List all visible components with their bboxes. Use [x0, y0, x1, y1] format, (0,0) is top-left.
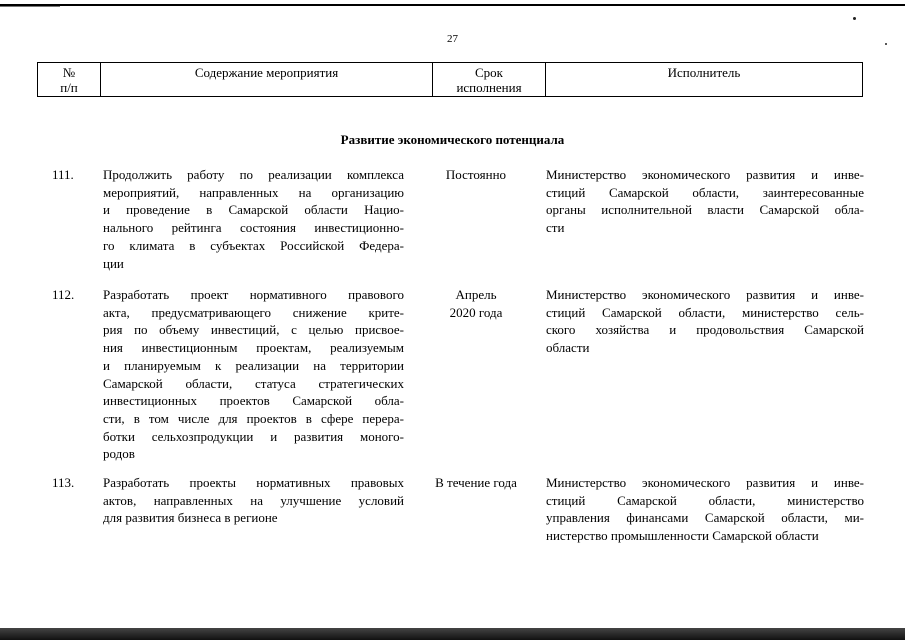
scan-edge-bottom — [0, 628, 905, 640]
row-number: 111. — [52, 167, 74, 182]
section-title: Развитие экономического потенциала — [340, 132, 565, 147]
scan-speck — [853, 17, 856, 20]
row-content: Разработать проект нормативного правового акта, предусматривающего снижение крите- рия по объему инвестиций, с целью присвое- ния инвестиционным проектам, реализуемым и планируемым к реализации на территории Самарской области, статуса стратегических инвестиционных проектов Самарской обла- сти, в том числе для проектов в сфере перера- ботки сельхозпродукции и развития моного- родов — [103, 287, 404, 462]
table-header — [37, 62, 863, 97]
header-col-executor: Исполнитель — [546, 63, 863, 97]
page-number: 27 — [447, 33, 458, 45]
row-number: 113. — [52, 475, 75, 490]
row-content: Разработать проекты нормативных правовых актов, направленных на улучшение условий для развития бизнеса в регионе — [103, 475, 404, 526]
row-term: В течение года — [435, 475, 517, 490]
row-executor: Министерство экономического развития и инве- стиций Самарской области, заинтересованные органы исполнительной власти Самарской обла- сти — [546, 167, 864, 236]
row-term: Апрель 2020 года — [449, 287, 503, 320]
header-col-number: № п/п — [38, 63, 101, 97]
row-term: Постоянно — [445, 167, 507, 182]
scan-edge-mark — [0, 6, 60, 7]
header-col-term: Срок исполнения — [433, 63, 546, 97]
row-executor: Министерство экономического развития и инве- стиций Самарской области, министерство сель- ского хозяйства и продовольствия Самарской области — [546, 287, 864, 356]
row-content: Продолжить работу по реализации комплекса мероприятий, направленных на организацию и проведение в Самарской области Нацио- нального рейтинга состояния инвестиционно- го климата в субъектах Российской Федера- ции — [103, 167, 404, 271]
scan-edge-top — [0, 4, 905, 6]
header-col-content: Содержание мероприятия — [101, 63, 433, 97]
row-number: 112. — [52, 287, 75, 302]
row-executor: Министерство экономического развития и инве- стиций Самарской области, министерство управления финансами Самарской области, ми- нистерство промышленности Самарской области — [546, 475, 864, 544]
